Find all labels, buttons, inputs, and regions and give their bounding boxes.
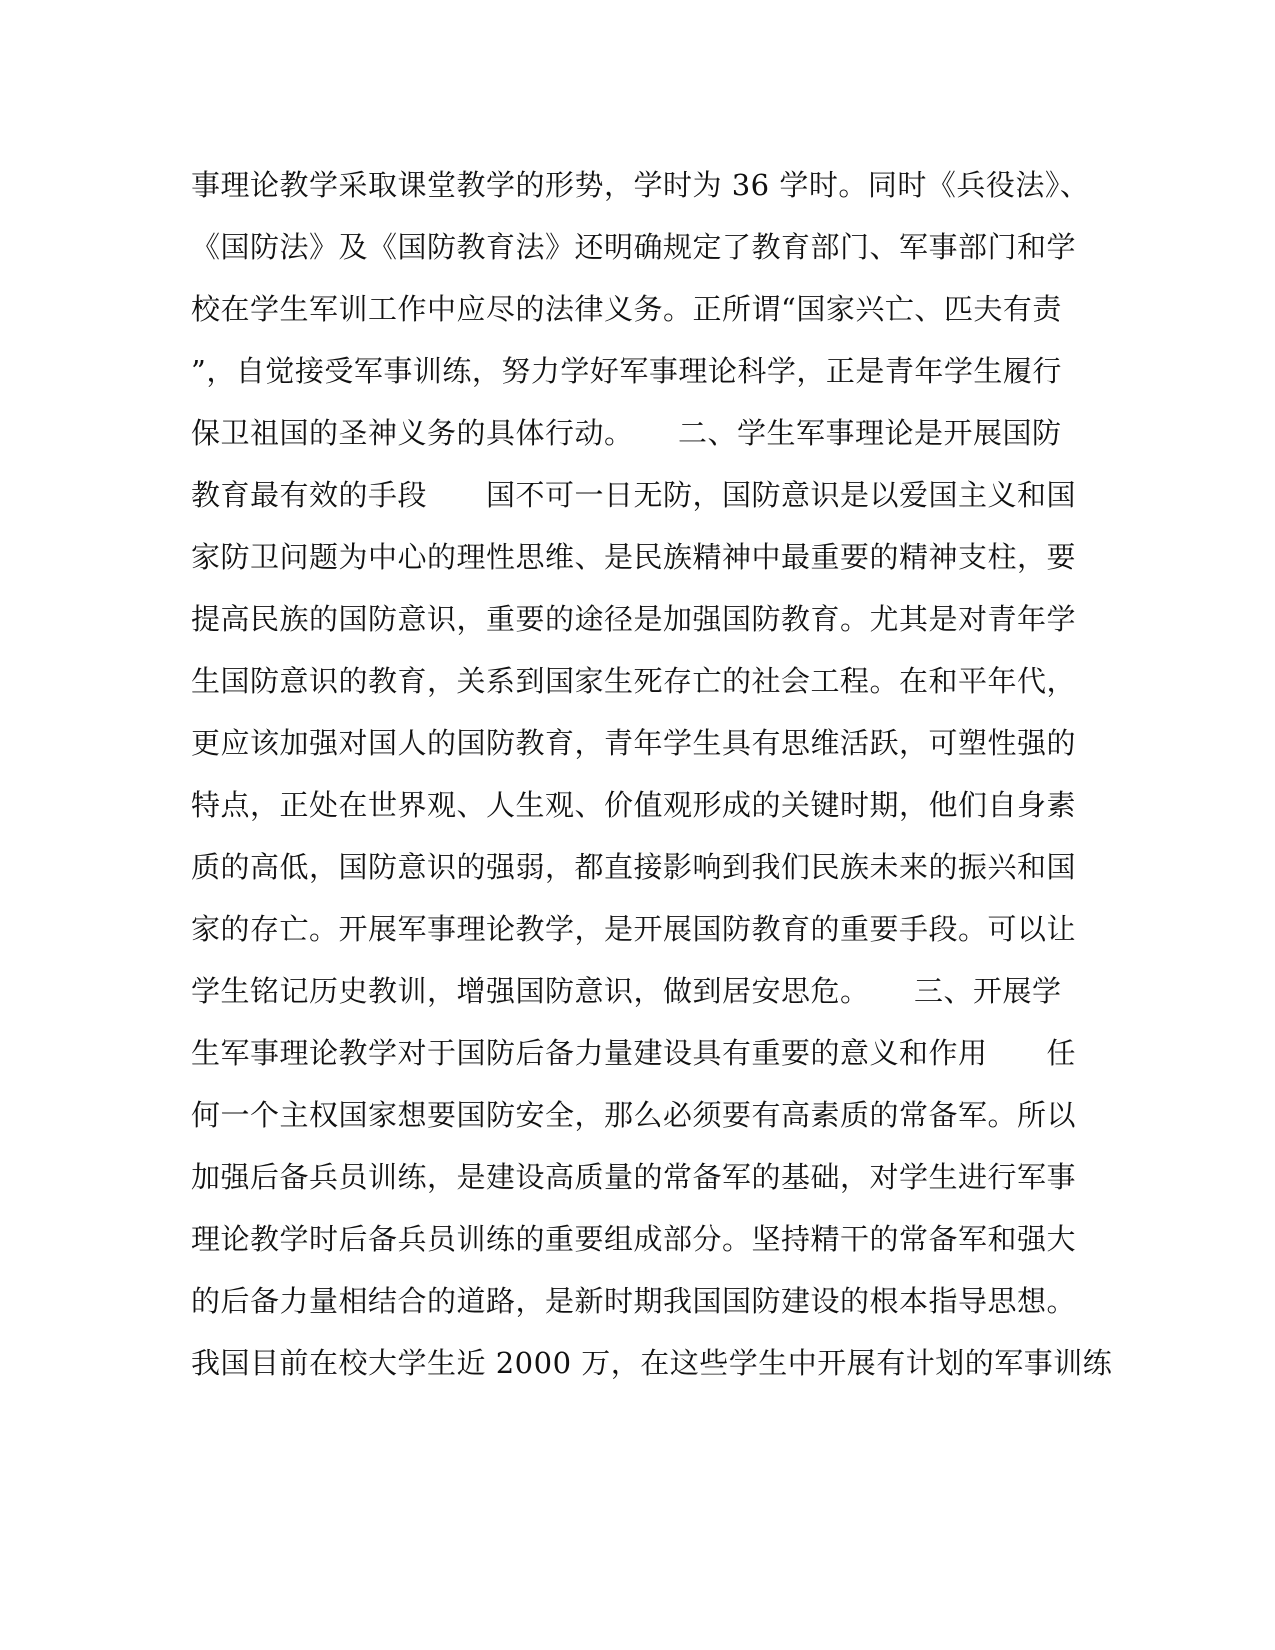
text-line: 生国防意识的教育，关系到国家生死存亡的社会工程。在和平年代，: [191, 664, 1077, 698]
text-line: 的后备力量相结合的道路，是新时期我国国防建设的根本指导思想。: [191, 1284, 1077, 1318]
text-line: 特点，正处在世界观、人生观、价值观形成的关键时期，他们自身素: [191, 788, 1077, 822]
text-line: 学生铭记历史教训，增强国防意识，做到居安思危。 三、开展学: [191, 974, 1062, 1008]
text-line: 校在学生军训工作中应尽的法律义务。正所谓“国家兴亡、匹夫有责: [191, 292, 1062, 326]
text-line: 我国目前在校大学生近 2000 万，在这些学生中开展有计划的军事训练: [191, 1346, 1113, 1380]
text-line: 事理论教学采取课堂教学的形势，学时为 36 学时。同时《兵役法》、: [191, 168, 1090, 202]
text-line: 家的存亡。开展军事理论教学，是开展国防教育的重要手段。可以让: [191, 912, 1077, 946]
text-line: 教育最有效的手段 国不可一日无防，国防意识是以爱国主义和国: [191, 478, 1077, 512]
text-line: 家防卫问题为中心的理性思维、是民族精神中最重要的精神支柱，要: [191, 540, 1077, 574]
text-line: 保卫祖国的圣神义务的具体行动。 二、学生军事理论是开展国防: [191, 416, 1062, 450]
text-line: 质的高低，国防意识的强弱，都直接影响到我们民族未来的振兴和国: [191, 850, 1077, 884]
text-line: 理论教学时后备兵员训练的重要组成部分。坚持精干的常备军和强大: [191, 1222, 1077, 1256]
text-line: 加强后备兵员训练，是建设高质量的常备军的基础，对学生进行军事: [191, 1160, 1077, 1194]
text-line: ”，自觉接受军事训练，努力学好军事理论科学，正是青年学生履行: [191, 354, 1062, 388]
text-line: 提高民族的国防意识，重要的途径是加强国防教育。尤其是对青年学: [191, 602, 1077, 636]
text-line: 何一个主权国家想要国防安全，那么必须要有高素质的常备军。所以: [191, 1098, 1077, 1132]
text-line: 生军事理论教学对于国防后备力量建设具有重要的意义和作用 任: [191, 1036, 1077, 1070]
text-line: 更应该加强对国人的国防教育，青年学生具有思维活跃，可塑性强的: [191, 726, 1077, 760]
text-line: 《国防法》及《国防教育法》还明确规定了教育部门、军事部门和学: [191, 230, 1077, 264]
